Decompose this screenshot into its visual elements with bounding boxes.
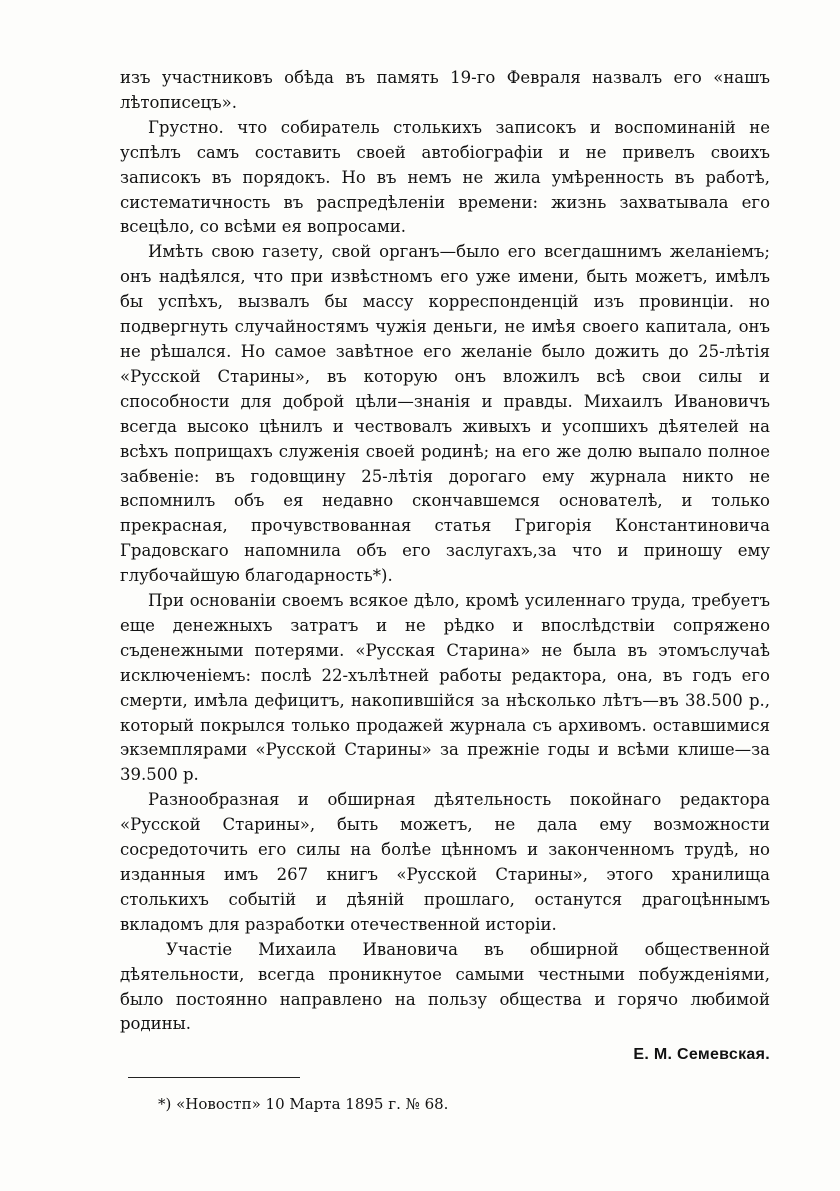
paragraph-1: изъ участниковъ обѣда въ память 19-го Февраля назвалъ его «нашъ лѣтописецъ». — [120, 68, 770, 112]
footnote: *) «Новостп» 10 Марта 1895 г. № 68. — [158, 1095, 449, 1113]
paragraph-6: Участiе Михаила Ивановича въ обширной общественной дѣятельности, всегда проникнутое самыми честными побужденiями, было постоянно направлено на пользу общества и горячо любимой родины. — [120, 939, 770, 1034]
paragraph-5: Разнообразная и обширная дѣятельность покойнаго редактора «Русской Старины», быть можетъ, не дала ему возможности сосредоточить его силы на болѣе цѣнномъ и законченномъ трудѣ, но изданныя имъ 267 книгъ «Русской Старины», этого хранилища столькихъ событiй и дѣянiй прошлаго, останутся драгоцѣннымъ вкладомъ для разработки отечественной исторiи. — [120, 790, 770, 934]
paragraph-4: При основанiи своемъ всякое дѣло, кромѣ усиленнаго труда, требуетъ еще денежныхъ затратъ и не рѣдко и впослѣдствiи сопряжено съденежными потерями. «Русская Старина» не была въ этомъслучаѣ исключенiемъ: послѣ 22-хълѣтней работы редактора, она, въ годъ его смерти, имѣла дефицитъ, накопившiйся за нѣсколько лѣтъ—въ 38.500 р., который покрылся только продажей журнала съ архивомъ. оставшимися экземплярами «Русской Старины» за прежнiе годы и всѣми клише—за 39.500 р. — [120, 591, 770, 785]
paragraph-3: Имѣть свою газету, свой органъ—было его всегдашнимъ желанiемъ; онъ надѣялся, что при извѣстномъ его уже имени, быть можетъ, имѣлъ бы успѣхъ, вызвалъ бы массу корреспонденцiй изъ провинцiи. но подвергнуть случайностямъ чужiя деньги, не имѣя своего капитала, онъ не рѣшался. Но самое завѣтное его желанiе было дожить до 25-лѣтiя «Русской Старины», въ которую онъ вложилъ всѣ свои силы и способности для доброй цѣли—знанiя и правды. Михаилъ Ивановичъ всегда высоко цѣнилъ и чествовалъ живыхъ и усопшихъ дѣятелей на всѣхъ поприщахъ служенiя своей родинѣ; на его же долю выпало полное забвенiе: въ годовщину 25-лѣтiя дорогаго ему журнала никто не вспомнилъ объ ея недавно скончавшемся основателѣ, и только прекрасная, прочувствованная статья Григорiя Константиновича Градовскаго напомнила объ его заслугахъ,за что и приношу ему глубочайшую благодарность*). — [120, 242, 770, 586]
author-signature: Е. М. Семевская. — [633, 1046, 770, 1064]
paragraph-2: Грустно. что собиратель столькихъ записокъ и воспоминанiй не успѣлъ самъ составить своей автобiографiи и не привелъ своихъ записокъ въ порядокъ. Но въ немъ не жила умѣренность въ работѣ, систематичность въ распредѣленiи времени: жизнь захватывала его всецѣло, со всѣми ея вопросами. — [120, 117, 770, 237]
footnote-divider — [128, 1077, 300, 1078]
page-body — [120, 66, 770, 1068]
